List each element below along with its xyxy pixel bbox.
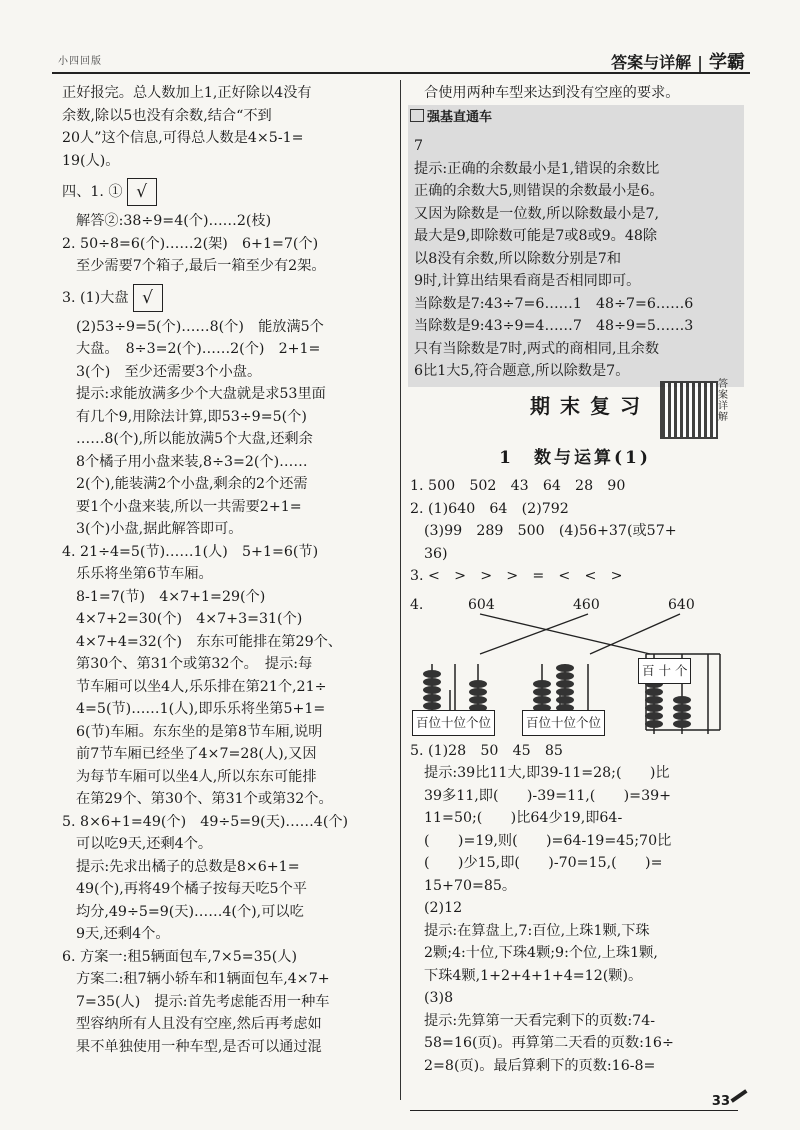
qr-code-icon: [660, 381, 718, 439]
text-line: 19(人)。: [62, 152, 120, 169]
text-line: 合使用两种车型来达到没有空座的要求。: [424, 85, 680, 101]
tip-line: 又因为除数是一位数,所以除数最小是7,: [414, 205, 660, 222]
tip-line: 以8没有余数,所以除数分别是7和: [414, 250, 622, 267]
text-line: 乐乐将坐第6节车厢。: [76, 566, 213, 582]
text-line: 8-1=7(节) 4×7+1=29(个): [76, 588, 266, 605]
text-line: 6(节)车厢。东东坐的是第8节车厢,说明: [76, 723, 323, 740]
tip-line: 最大是9,即除数可能是7或8或9。48除: [414, 228, 658, 244]
header-separator: |: [697, 53, 703, 72]
text-line: 四、1. ①: [62, 184, 123, 200]
text-line: 正好报完。总人数加上1,正好除以4没有: [62, 85, 312, 101]
text-line: (2)53÷9=5(个)……8(个) 能放满5个: [76, 318, 324, 335]
abacus-label: 百位十位个位: [522, 710, 605, 737]
brand-logo-text: 学霸: [709, 52, 745, 73]
tip-box-title: [410, 107, 738, 130]
text-line: 2. 50÷8=6(个)……2(架) 6+1=7(个): [62, 235, 319, 252]
text-line: 2颗;4:十位,下珠4颗;9:个位,上珠1颗,: [424, 945, 658, 961]
header-title: [611, 48, 745, 74]
text-line: 下珠4颗,1+2+4+1+4=12(颗)。: [424, 967, 643, 984]
text-line: 有几个9,用除法计算,即53÷9=5(个): [76, 408, 307, 425]
header-rule: [52, 72, 750, 74]
text-line: 11=50;( )比64少19,即64-: [424, 810, 623, 826]
abacus-label: 百 十 个: [638, 658, 691, 685]
number-label: 640: [668, 596, 695, 613]
text-line: 前7节车厢已经坐了4×7=28(人),又因: [76, 746, 317, 762]
tip-line: 提示:正确的余数最小是1,错误的余数比: [414, 160, 660, 177]
text-line: 8个橘子用小盘来装,8÷3=2(个)……: [76, 453, 308, 470]
text-line: 要1个小盘来装,所以一共需要2+1=: [76, 498, 302, 515]
text-line: 余数,除以5也没有余数,结合“不到: [62, 107, 272, 124]
text-line: 可以吃9天,还剩4个。: [76, 836, 213, 852]
text-line: 7=35(人) 提示:首先考虑能否用一种车: [76, 993, 330, 1010]
text-line: 为每节车厢可以坐4人,所以东东可能排: [76, 768, 317, 785]
tip-line: 当除数是7:43÷7=6……1 48÷7=6……6: [414, 295, 694, 312]
text-line: ( )=19,则( )=64-19=45;70比: [424, 832, 672, 849]
tip-line: 7: [414, 138, 424, 154]
page-number: 33: [711, 1094, 730, 1109]
text-line: 3(个) 至少还需要3个小盘。: [76, 363, 262, 380]
text-line: 39多11,即( )-39=11,( )=39+: [424, 787, 672, 804]
text-line: 大盘。 8÷3=2(个)……2(个) 2+1=: [76, 341, 321, 357]
answer-4-1: [62, 178, 392, 206]
text-line: (2)12: [424, 900, 463, 916]
page-header: [0, 0, 800, 78]
tip-box: [408, 105, 744, 387]
text-line: 节车厢可以坐4人,乐乐排在第21个,21÷: [76, 678, 327, 695]
text-line: 6. 方案一:租5辆面包车,7×5=35(人): [62, 948, 298, 965]
abacus-label: 百位十位个位: [412, 710, 495, 737]
text-line: (3)99 289 500 (4)56+37(或57+: [424, 523, 677, 539]
text-line: 5. (1)28 50 45 85: [410, 742, 563, 759]
tip-box-title-text: 强基直通车: [427, 109, 493, 125]
item-number: 4.: [410, 596, 424, 613]
text-line: 4. 21÷4=5(节)……1(人) 5+1=6(节): [62, 543, 319, 560]
right-column: [410, 82, 740, 1077]
text-line: 至少需要7个箱子,最后一箱至少有2架。: [76, 258, 326, 274]
text-line: 15+70=85。: [424, 877, 517, 894]
header-section-name: 答案与详解: [611, 53, 692, 72]
abacus-matching-diagram: [410, 592, 740, 734]
text-line: 2. (1)640 64 (2)792: [410, 500, 569, 517]
text-line: 58=16(页)。再算第二天看的页数:16÷: [424, 1035, 674, 1051]
text-line: 4×7+2=30(个) 4×7+3=31(个): [76, 611, 303, 627]
book-icon: [410, 109, 424, 122]
left-column: [62, 82, 392, 1058]
text-line: (3)8: [424, 990, 454, 1006]
text-line: 5. 8×6+1=49(个) 49÷5=9(天)……4(个): [62, 813, 349, 830]
tip-line: 正确的余数大5,则错误的余数最小是6。: [414, 183, 664, 199]
number-label: 604: [468, 596, 495, 613]
text-line: 1. 500 502 43 64 28 90: [410, 478, 626, 494]
qr-caption: 答案详解: [718, 378, 728, 423]
text-line: 提示:39比11大,即39-11=28;( )比: [424, 765, 670, 781]
text-line: 2=8(页)。最后算剩下的页数:16-8=: [424, 1057, 656, 1074]
header-mark: 小四回版: [58, 56, 102, 67]
text-line: 提示:求能放满多少个大盘就是求53里面: [76, 386, 326, 402]
column-divider: [400, 80, 401, 1100]
text-line: 均分,49÷5=9(天)……4(个),可以吃: [76, 903, 304, 920]
text-line: ……8(个),所以能放满5个大盘,还剩余: [76, 431, 313, 447]
pencil-icon: [730, 1089, 747, 1103]
answer-3-1: [62, 284, 392, 312]
text-line: 果不单独使用一种车型,是否可以通过混: [76, 1038, 322, 1055]
text-line: 3. (1)大盘: [62, 289, 129, 306]
text-line: 提示:先求出橘子的总数是8×6+1=: [76, 858, 300, 875]
text-line: 3(个)小盘,据此解答即可。: [76, 521, 243, 537]
text-line: 36): [424, 545, 448, 562]
check-box: √: [133, 284, 163, 312]
tip-line: 当除数是9:43÷9=4……7 48÷9=5……3: [414, 318, 694, 334]
check-box: √: [127, 178, 157, 206]
text-line: ( )少15,即( )-70=15,( )=: [424, 855, 663, 871]
text-line: 第30个、第31个或第32个。 提示:每: [76, 656, 313, 672]
text-line: 方案二:租7辆小轿车和1辆面包车,4×7+: [76, 971, 330, 987]
footer-rule: [410, 1110, 738, 1111]
text-line: 提示:先算第一天看完剩下的页数:74-: [424, 1012, 656, 1029]
text-line: 49(个),再将49个橘子按每天吃5个平: [76, 881, 307, 897]
section-header: [410, 378, 740, 445]
tip-line: 6比1大5,符合题意,所以除数是7。: [414, 363, 630, 379]
text-line: 9天,还剩4个。: [76, 926, 170, 942]
text-line: 型容纳所有人且没有空座,然后再考虑如: [76, 1016, 322, 1032]
unit-heading: 1 数与运算(1): [499, 447, 651, 468]
text-line: 2(个),能装满2个小盘,剩余的2个还需: [76, 476, 308, 492]
number-label: 460: [573, 596, 600, 613]
text-line: 解答②:38÷9=4(个)……2(枝): [76, 213, 272, 229]
text-line: 在第29个、第30个、第31个或第32个。: [76, 791, 333, 807]
tip-line: 9时,计算出结果看商是否相同即可。: [414, 273, 641, 289]
text-line: 3. < > > > = < < >: [410, 568, 623, 584]
section-title: 期末复习: [530, 393, 650, 418]
text-line: 4=5(节)……1(人),即乐乐将坐第5+1=: [76, 701, 326, 717]
text-line: 20人”这个信息,可得总人数是4×5-1=: [62, 130, 304, 146]
text-line: 提示:在算盘上,7:百位,上珠1颗,下珠: [424, 922, 650, 939]
text-line: 4×7+4=32(个) 东东可能排在第29个、: [76, 633, 342, 650]
tip-line: 只有当除数是7时,两式的商相同,且余数: [414, 340, 660, 357]
